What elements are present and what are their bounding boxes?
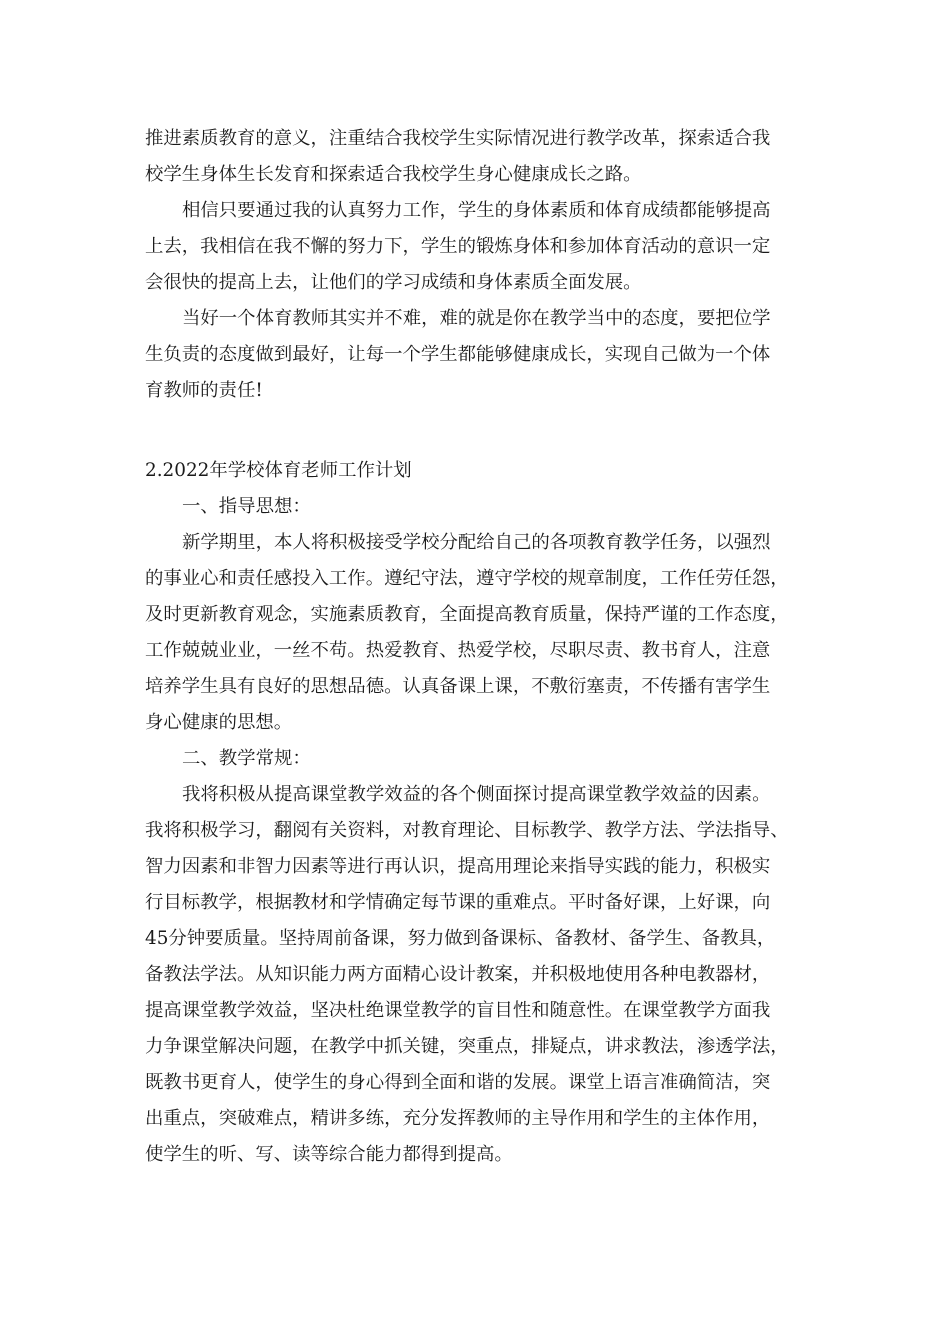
text-line: 45分钟要质量。坚持周前备课，努力做到备课标、备教材、备学生、备教具， [145,928,776,949]
text-line: 推进素质教育的意义，注重结合我校学生实际情况进行教学改革，探索适合我 [145,128,771,149]
text-line: 提高课堂教学效益，坚决杜绝课堂教学的盲目性和随意性。在课堂教学方面我 [145,1000,771,1021]
heading-guiding-thought: 一、指导思想： [182,496,311,517]
text-line: 校学生身体生长发育和探索适合我校学生身心健康成长之路。 [145,164,642,185]
text-line: 出重点，突破难点，精讲多练，充分发挥教师的主导作用和学生的主体作用， [145,1108,771,1129]
text-line: 的事业心和责任感投入工作。遵纪守法，遵守学校的规章制度，工作任劳任怨， [145,568,789,589]
text-line: 身心健康的思想。 [145,712,293,733]
text-line: 我将积极学习，翻阅有关资料，对教育理论、目标教学、教学方法、学法指导、 [145,820,789,841]
text-line: 及时更新教育观念，实施素质教育，全面提高教育质量，保持严谨的工作态度， [145,604,789,625]
text-line: 备教法学法。从知识能力两方面精心设计教案，并积极地使用各种电教器材， [145,964,771,985]
text-line: 培养学生具有良好的思想品德。认真备课上课，不敷衍塞责，不传播有害学生 [145,676,771,697]
text-line: 既教书更育人，使学生的身心得到全面和谐的发展。课堂上语言准确简洁，突 [145,1072,771,1093]
text-line: 会很快的提高上去，让他们的学习成绩和身体素质全面发展。 [145,272,642,293]
section-1-text [145,121,817,409]
text-line: 智力因素和非智力因素等进行再认识，提高用理论来指导实践的能力，积极实 [145,856,771,877]
heading-teaching-routine: 二、教学常规： [182,748,311,769]
text-line: 新学期里，本人将积极接受学校分配给自己的各项教育教学任务，以强烈 [182,532,771,553]
text-line: 生负责的态度做到最好，让每一个学生都能够健康成长，实现自己做为一个体 [145,344,771,365]
text-line: 上去，我相信在我不懈的努力下，学生的锻炼身体和参加体育活动的意识一定 [145,236,771,257]
text-line: 相信只要通过我的认真努力工作，学生的身体素质和体育成绩都能够提高 [182,200,771,221]
text-line: 当好一个体育教师其实并不难，难的就是你在教学当中的态度，要把位学 [182,308,771,329]
text-line: 我将积极从提高课堂教学效益的各个侧面探讨提高课堂教学效益的因素。 [182,784,771,805]
text-line: 力争课堂解决问题，在教学中抓关键，突重点，排疑点，讲求教法，渗透学法， [145,1036,789,1057]
text-line: 育教师的责任! [145,380,263,401]
section-2-text [145,453,817,1173]
section-title: 2.2022年学校体育老师工作计划 [145,460,412,481]
text-line: 使学生的听、写、读等综合能力都得到提高。 [145,1144,513,1165]
text-line: 行目标教学，根据教材和学情确定每节课的重难点。平时备好课，上好课，向 [145,892,771,913]
text-line: 工作兢兢业业，一丝不苟。热爱教育、热爱学校，尽职尽责、教书育人，注意 [145,640,771,661]
